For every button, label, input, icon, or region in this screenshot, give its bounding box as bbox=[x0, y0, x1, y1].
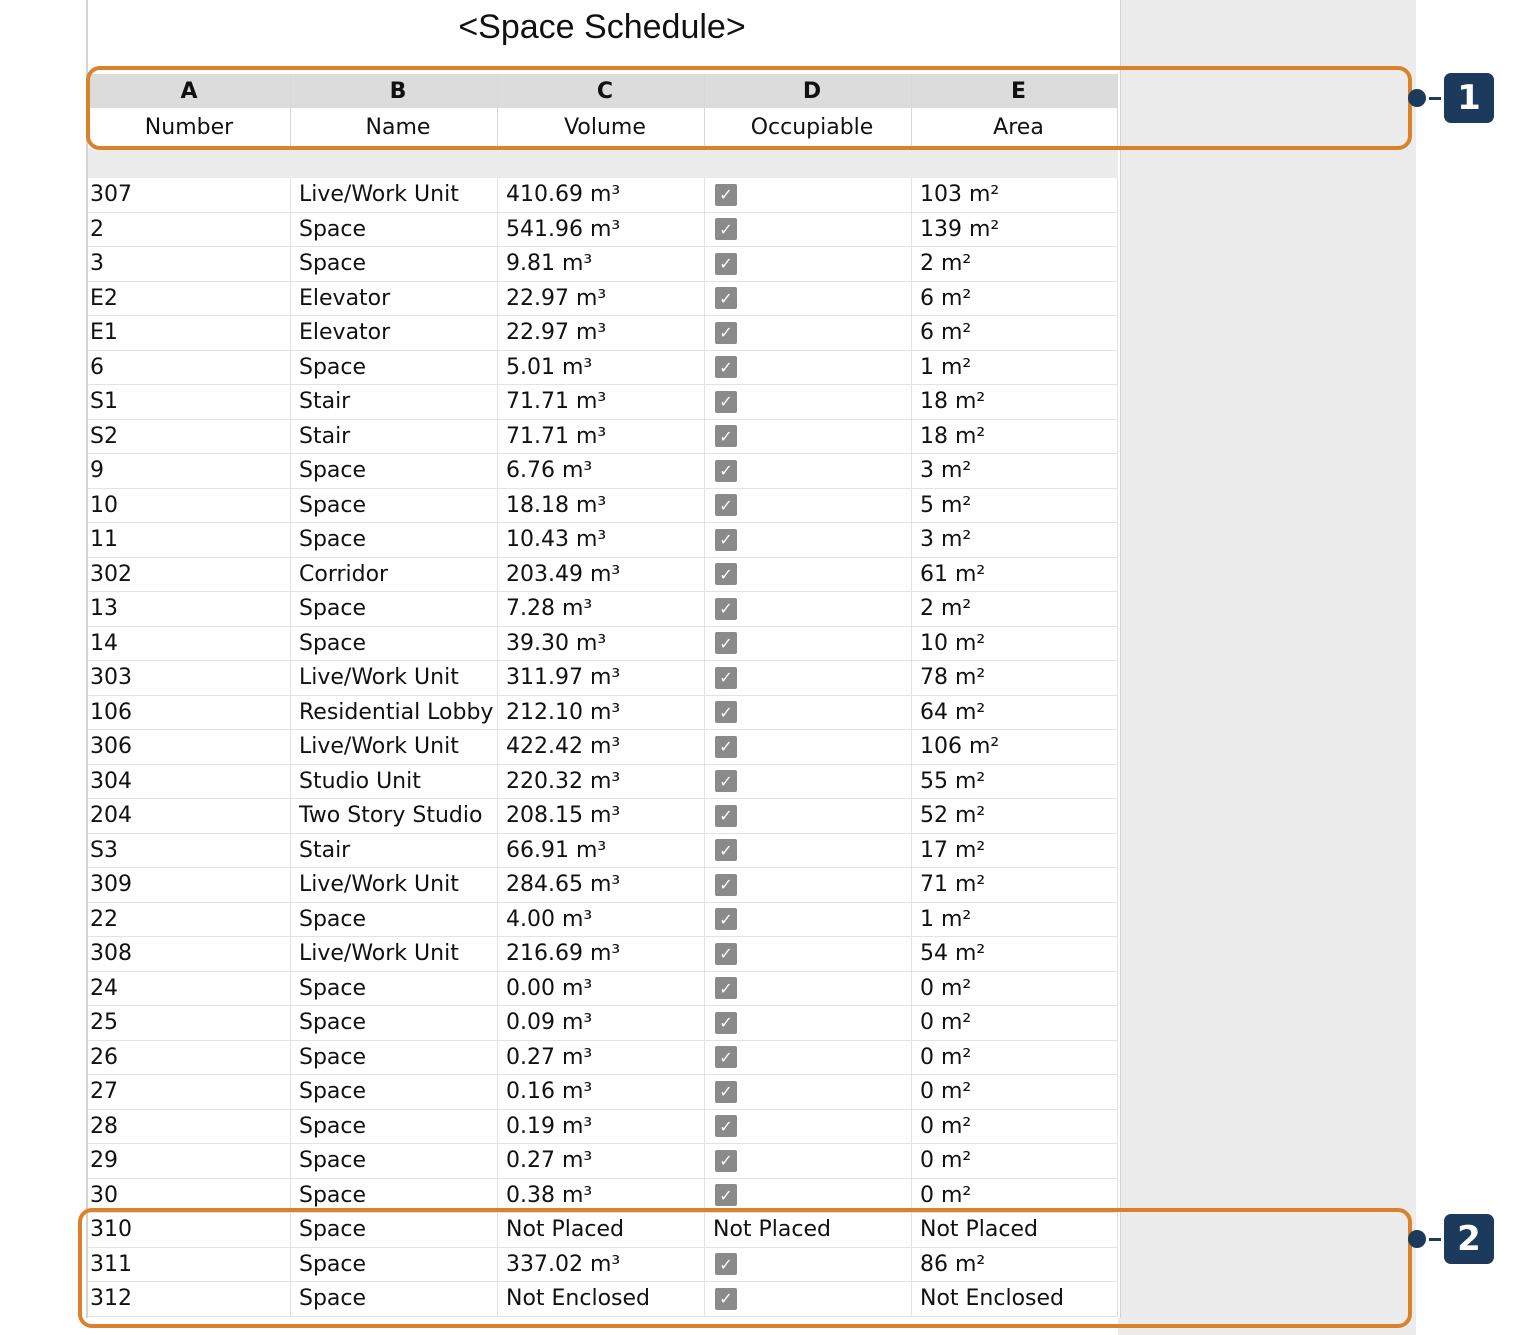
cell-number[interactable]: 27 bbox=[88, 1075, 291, 1109]
cell-number[interactable]: 309 bbox=[88, 868, 291, 902]
table-row[interactable] bbox=[88, 937, 1118, 972]
cell-occupiable[interactable] bbox=[705, 765, 912, 799]
cell-occupiable[interactable] bbox=[705, 696, 912, 730]
cell-volume[interactable]: 39.30 m³ bbox=[498, 627, 705, 661]
cell-area[interactable]: 106 m² bbox=[912, 730, 1118, 764]
checkbox-checked-icon[interactable]: ✓ bbox=[715, 874, 737, 896]
checkbox-checked-icon[interactable]: ✓ bbox=[715, 460, 737, 482]
cell-name[interactable]: Live/Work Unit bbox=[291, 730, 498, 764]
cell-volume[interactable]: 541.96 m³ bbox=[498, 213, 705, 247]
cell-area[interactable]: 0 m² bbox=[912, 1075, 1118, 1109]
cell-occupiable[interactable] bbox=[705, 834, 912, 868]
cell-number[interactable]: 3 bbox=[88, 247, 291, 281]
checkbox-checked-icon[interactable]: ✓ bbox=[715, 1253, 737, 1275]
cell-area[interactable]: 0 m² bbox=[912, 1144, 1118, 1178]
cell-occupiable[interactable] bbox=[705, 523, 912, 557]
cell-occupiable[interactable] bbox=[705, 213, 912, 247]
cell-number[interactable]: 25 bbox=[88, 1006, 291, 1040]
cell-occupiable[interactable] bbox=[705, 178, 912, 212]
cell-area[interactable]: 54 m² bbox=[912, 937, 1118, 971]
cell-number[interactable]: 308 bbox=[88, 937, 291, 971]
cell-volume[interactable]: 337.02 m³ bbox=[498, 1248, 705, 1282]
cell-name[interactable]: Space bbox=[291, 489, 498, 523]
callout-dot-icon bbox=[1408, 1230, 1426, 1248]
cell-volume[interactable]: 22.97 m³ bbox=[498, 316, 705, 350]
column-header-volume[interactable]: Volume bbox=[498, 108, 705, 146]
table-row[interactable] bbox=[88, 903, 1118, 938]
cell-name[interactable]: Space bbox=[291, 1075, 498, 1109]
checkbox-checked-icon[interactable]: ✓ bbox=[715, 770, 737, 792]
column-header-number[interactable]: Number bbox=[88, 108, 291, 146]
cell-volume[interactable]: 18.18 m³ bbox=[498, 489, 705, 523]
checkbox-checked-icon[interactable]: ✓ bbox=[715, 1184, 737, 1206]
table-row[interactable] bbox=[88, 730, 1118, 765]
table-row[interactable] bbox=[88, 1144, 1118, 1179]
cell-number[interactable]: 11 bbox=[88, 523, 291, 557]
cell-number[interactable]: 13 bbox=[88, 592, 291, 626]
cell-occupiable[interactable] bbox=[705, 627, 912, 661]
cell-volume[interactable]: 10.43 m³ bbox=[498, 523, 705, 557]
cell-area[interactable]: 0 m² bbox=[912, 1041, 1118, 1075]
cell-area[interactable]: 17 m² bbox=[912, 834, 1118, 868]
cell-volume[interactable]: 410.69 m³ bbox=[498, 178, 705, 212]
cell-occupiable[interactable] bbox=[705, 420, 912, 454]
checkbox-checked-icon[interactable]: ✓ bbox=[715, 632, 737, 654]
checkbox-checked-icon[interactable]: ✓ bbox=[715, 1046, 737, 1068]
cell-name[interactable]: Live/Work Unit bbox=[291, 868, 498, 902]
cell-volume[interactable]: 0.38 m³ bbox=[498, 1179, 705, 1213]
cell-number[interactable]: 14 bbox=[88, 627, 291, 661]
cell-volume[interactable]: 22.97 m³ bbox=[498, 282, 705, 316]
column-letter-a[interactable]: A bbox=[88, 74, 291, 108]
checkbox-checked-icon[interactable]: ✓ bbox=[715, 253, 737, 275]
cell-occupiable[interactable] bbox=[705, 972, 912, 1006]
cell-number[interactable]: 204 bbox=[88, 799, 291, 833]
table-row[interactable] bbox=[88, 558, 1118, 593]
table-row[interactable] bbox=[88, 592, 1118, 627]
cell-area[interactable]: 103 m² bbox=[912, 178, 1118, 212]
cell-area[interactable]: 3 m² bbox=[912, 454, 1118, 488]
cell-volume[interactable]: Not Enclosed bbox=[498, 1282, 705, 1316]
cell-number[interactable]: S3 bbox=[88, 834, 291, 868]
cell-volume[interactable]: 0.16 m³ bbox=[498, 1075, 705, 1109]
cell-volume[interactable]: 71.71 m³ bbox=[498, 420, 705, 454]
cell-number[interactable]: 24 bbox=[88, 972, 291, 1006]
table-row[interactable] bbox=[88, 627, 1118, 662]
cell-name[interactable]: Residential Lobby bbox=[291, 696, 498, 730]
cell-name[interactable]: Space bbox=[291, 972, 498, 1006]
cell-occupiable[interactable]: Not Placed bbox=[705, 1213, 912, 1247]
cell-occupiable[interactable] bbox=[705, 937, 912, 971]
table-row[interactable] bbox=[88, 1041, 1118, 1076]
cell-volume[interactable]: 311.97 m³ bbox=[498, 661, 705, 695]
cell-area[interactable]: 2 m² bbox=[912, 247, 1118, 281]
cell-number[interactable]: E1 bbox=[88, 316, 291, 350]
highlight-header bbox=[86, 66, 1412, 150]
cell-area[interactable]: 5 m² bbox=[912, 489, 1118, 523]
cell-number[interactable]: 306 bbox=[88, 730, 291, 764]
checkbox-checked-icon[interactable]: ✓ bbox=[715, 908, 737, 930]
cell-occupiable[interactable] bbox=[705, 903, 912, 937]
cell-volume[interactable]: 9.81 m³ bbox=[498, 247, 705, 281]
cell-occupiable[interactable] bbox=[705, 385, 912, 419]
cell-name[interactable]: Studio Unit bbox=[291, 765, 498, 799]
cell-area[interactable]: 18 m² bbox=[912, 420, 1118, 454]
cell-number[interactable]: 311 bbox=[88, 1248, 291, 1282]
cell-volume[interactable]: 212.10 m³ bbox=[498, 696, 705, 730]
checkbox-checked-icon[interactable]: ✓ bbox=[715, 1115, 737, 1137]
cell-name[interactable]: Space bbox=[291, 1110, 498, 1144]
cell-name[interactable]: Space bbox=[291, 351, 498, 385]
callout-leader bbox=[1429, 1238, 1441, 1241]
cell-number[interactable]: 26 bbox=[88, 1041, 291, 1075]
cell-area[interactable]: 61 m² bbox=[912, 558, 1118, 592]
cell-occupiable[interactable] bbox=[705, 1144, 912, 1178]
checkbox-checked-icon[interactable]: ✓ bbox=[715, 667, 737, 689]
table-row[interactable] bbox=[88, 178, 1118, 213]
cell-name[interactable]: Live/Work Unit bbox=[291, 937, 498, 971]
table-row[interactable] bbox=[88, 1006, 1118, 1041]
column-header-area[interactable]: Area bbox=[912, 108, 1118, 146]
cell-occupiable[interactable] bbox=[705, 1179, 912, 1213]
callout-1 bbox=[1408, 73, 1494, 123]
cell-occupiable[interactable] bbox=[705, 868, 912, 902]
cell-number[interactable]: 312 bbox=[88, 1282, 291, 1316]
cell-occupiable[interactable] bbox=[705, 1006, 912, 1040]
column-letter-e[interactable]: E bbox=[912, 74, 1118, 108]
table-row[interactable] bbox=[88, 523, 1118, 558]
table-row[interactable] bbox=[88, 696, 1118, 731]
cell-volume[interactable]: 6.76 m³ bbox=[498, 454, 705, 488]
cell-number[interactable]: S2 bbox=[88, 420, 291, 454]
cell-occupiable[interactable] bbox=[705, 1075, 912, 1109]
table-row[interactable] bbox=[88, 765, 1118, 800]
checkbox-checked-icon[interactable]: ✓ bbox=[715, 1288, 737, 1310]
cell-number[interactable]: 106 bbox=[88, 696, 291, 730]
table-row[interactable] bbox=[88, 385, 1118, 420]
cell-area[interactable]: 55 m² bbox=[912, 765, 1118, 799]
cell-area[interactable]: 1 m² bbox=[912, 351, 1118, 385]
checkbox-checked-icon[interactable]: ✓ bbox=[715, 391, 737, 413]
column-letter-d[interactable]: D bbox=[705, 74, 912, 108]
column-header-name[interactable]: Name bbox=[291, 108, 498, 146]
table-row[interactable] bbox=[88, 213, 1118, 248]
checkbox-checked-icon[interactable]: ✓ bbox=[715, 701, 737, 723]
checkbox-checked-icon[interactable]: ✓ bbox=[715, 563, 737, 585]
cell-area[interactable]: 10 m² bbox=[912, 627, 1118, 661]
table-row[interactable] bbox=[88, 1110, 1118, 1145]
cell-occupiable[interactable] bbox=[705, 592, 912, 626]
checkbox-checked-icon[interactable]: ✓ bbox=[715, 977, 737, 999]
cell-name[interactable]: Live/Work Unit bbox=[291, 178, 498, 212]
cell-name[interactable]: Stair bbox=[291, 834, 498, 868]
table-row[interactable] bbox=[88, 661, 1118, 696]
cell-occupiable[interactable] bbox=[705, 282, 912, 316]
cell-name[interactable]: Space bbox=[291, 247, 498, 281]
cell-name[interactable]: Space bbox=[291, 627, 498, 661]
cell-number[interactable]: 310 bbox=[88, 1213, 291, 1247]
table-row[interactable] bbox=[88, 1075, 1118, 1110]
cell-occupiable[interactable] bbox=[705, 558, 912, 592]
checkbox-checked-icon[interactable]: ✓ bbox=[715, 218, 737, 240]
cell-number[interactable]: 30 bbox=[88, 1179, 291, 1213]
schedule-title: <Space Schedule> bbox=[458, 8, 746, 46]
checkbox-checked-icon[interactable]: ✓ bbox=[715, 736, 737, 758]
cell-number[interactable]: S1 bbox=[88, 385, 291, 419]
column-header-occupiable[interactable]: Occupiable bbox=[705, 108, 912, 146]
highlight-bottom-rows bbox=[78, 1208, 1412, 1328]
table-row[interactable] bbox=[88, 282, 1118, 317]
cell-volume[interactable]: 203.49 m³ bbox=[498, 558, 705, 592]
cell-occupiable[interactable] bbox=[705, 351, 912, 385]
cell-name[interactable]: Space bbox=[291, 454, 498, 488]
cell-number[interactable]: 6 bbox=[88, 351, 291, 385]
cell-occupiable[interactable] bbox=[705, 316, 912, 350]
cell-area[interactable]: 18 m² bbox=[912, 385, 1118, 419]
table-row[interactable] bbox=[88, 868, 1118, 903]
cell-number[interactable]: 9 bbox=[88, 454, 291, 488]
cell-area[interactable]: 3 m² bbox=[912, 523, 1118, 557]
cell-occupiable[interactable] bbox=[705, 661, 912, 695]
cell-area[interactable]: Not Placed bbox=[912, 1213, 1118, 1247]
cell-number[interactable]: 2 bbox=[88, 213, 291, 247]
checkbox-checked-icon[interactable]: ✓ bbox=[715, 425, 737, 447]
cell-area[interactable]: 64 m² bbox=[912, 696, 1118, 730]
table-row[interactable] bbox=[88, 247, 1118, 282]
cell-area[interactable]: 0 m² bbox=[912, 972, 1118, 1006]
table-row[interactable] bbox=[88, 454, 1118, 489]
cell-name[interactable]: Two Story Studio bbox=[291, 799, 498, 833]
cell-occupiable[interactable] bbox=[705, 799, 912, 833]
cell-name[interactable]: Space bbox=[291, 1282, 498, 1316]
cell-volume[interactable]: Not Placed bbox=[498, 1213, 705, 1247]
cell-area[interactable]: 0 m² bbox=[912, 1179, 1118, 1213]
cell-number[interactable]: 303 bbox=[88, 661, 291, 695]
side-panel bbox=[1118, 0, 1416, 1335]
callout-badge-2: 2 bbox=[1444, 1214, 1494, 1264]
cell-volume[interactable]: 7.28 m³ bbox=[498, 592, 705, 626]
cell-name[interactable]: Space bbox=[291, 1179, 498, 1213]
table-row[interactable] bbox=[88, 799, 1118, 834]
checkbox-checked-icon[interactable]: ✓ bbox=[715, 494, 737, 516]
cell-number[interactable]: 302 bbox=[88, 558, 291, 592]
cell-name[interactable]: Elevator bbox=[291, 316, 498, 350]
cell-name[interactable]: Elevator bbox=[291, 282, 498, 316]
callout-leader bbox=[1429, 97, 1441, 100]
cell-name[interactable]: Space bbox=[291, 903, 498, 937]
checkbox-checked-icon[interactable]: ✓ bbox=[715, 322, 737, 344]
cell-name[interactable]: Live/Work Unit bbox=[291, 661, 498, 695]
checkbox-checked-icon[interactable]: ✓ bbox=[715, 529, 737, 551]
checkbox-checked-icon[interactable]: ✓ bbox=[715, 1012, 737, 1034]
cell-occupiable[interactable] bbox=[705, 1110, 912, 1144]
cell-occupiable[interactable] bbox=[705, 454, 912, 488]
cell-name[interactable]: Space bbox=[291, 213, 498, 247]
cell-name[interactable]: Space bbox=[291, 1144, 498, 1178]
cell-name[interactable]: Stair bbox=[291, 385, 498, 419]
checkbox-checked-icon[interactable]: ✓ bbox=[715, 598, 737, 620]
cell-volume[interactable]: 66.91 m³ bbox=[498, 834, 705, 868]
cell-occupiable[interactable] bbox=[705, 247, 912, 281]
cell-volume[interactable]: 220.32 m³ bbox=[498, 765, 705, 799]
checkbox-checked-icon[interactable]: ✓ bbox=[715, 943, 737, 965]
table-row[interactable] bbox=[88, 316, 1118, 351]
header-separator bbox=[88, 148, 1118, 178]
cell-name[interactable]: Space bbox=[291, 1213, 498, 1247]
cell-area[interactable]: 71 m² bbox=[912, 868, 1118, 902]
cell-volume[interactable]: 216.69 m³ bbox=[498, 937, 705, 971]
cell-number[interactable]: 28 bbox=[88, 1110, 291, 1144]
cell-volume[interactable]: 0.27 m³ bbox=[498, 1144, 705, 1178]
cell-volume[interactable]: 4.00 m³ bbox=[498, 903, 705, 937]
checkbox-checked-icon[interactable]: ✓ bbox=[715, 1081, 737, 1103]
cell-area[interactable]: Not Enclosed bbox=[912, 1282, 1118, 1316]
cell-volume[interactable]: 0.09 m³ bbox=[498, 1006, 705, 1040]
column-letter-b[interactable]: B bbox=[291, 74, 498, 108]
cell-area[interactable]: 0 m² bbox=[912, 1110, 1118, 1144]
checkbox-checked-icon[interactable]: ✓ bbox=[715, 184, 737, 206]
cell-number[interactable]: E2 bbox=[88, 282, 291, 316]
cell-area[interactable]: 1 m² bbox=[912, 903, 1118, 937]
checkbox-checked-icon[interactable]: ✓ bbox=[715, 839, 737, 861]
cell-area[interactable]: 86 m² bbox=[912, 1248, 1118, 1282]
table-row[interactable] bbox=[88, 972, 1118, 1007]
cell-volume[interactable]: 422.42 m³ bbox=[498, 730, 705, 764]
cell-area[interactable]: 52 m² bbox=[912, 799, 1118, 833]
cell-name[interactable]: Corridor bbox=[291, 558, 498, 592]
cell-area[interactable]: 6 m² bbox=[912, 282, 1118, 316]
table-row[interactable] bbox=[88, 834, 1118, 869]
callout-badge-1: 1 bbox=[1444, 73, 1494, 123]
cell-area[interactable]: 0 m² bbox=[912, 1006, 1118, 1040]
cell-number[interactable]: 29 bbox=[88, 1144, 291, 1178]
cell-volume[interactable]: 284.65 m³ bbox=[498, 868, 705, 902]
cell-area[interactable]: 6 m² bbox=[912, 316, 1118, 350]
cell-area[interactable]: 139 m² bbox=[912, 213, 1118, 247]
table-row[interactable] bbox=[88, 351, 1118, 386]
cell-area[interactable]: 2 m² bbox=[912, 592, 1118, 626]
cell-number[interactable]: 307 bbox=[88, 178, 291, 212]
schedule-body bbox=[88, 178, 1118, 1317]
cell-volume[interactable]: 0.00 m³ bbox=[498, 972, 705, 1006]
cell-number[interactable]: 10 bbox=[88, 489, 291, 523]
column-letter-c[interactable]: C bbox=[498, 74, 705, 108]
cell-occupiable[interactable] bbox=[705, 489, 912, 523]
cell-volume[interactable]: 0.19 m³ bbox=[498, 1110, 705, 1144]
cell-area[interactable]: 78 m² bbox=[912, 661, 1118, 695]
cell-occupiable[interactable] bbox=[705, 730, 912, 764]
cell-name[interactable]: Space bbox=[291, 1006, 498, 1040]
checkbox-checked-icon[interactable]: ✓ bbox=[715, 356, 737, 378]
cell-name[interactable]: Space bbox=[291, 1248, 498, 1282]
cell-occupiable[interactable] bbox=[705, 1041, 912, 1075]
cell-volume[interactable]: 71.71 m³ bbox=[498, 385, 705, 419]
checkbox-checked-icon[interactable]: ✓ bbox=[715, 287, 737, 309]
cell-volume[interactable]: 0.27 m³ bbox=[498, 1041, 705, 1075]
table-row[interactable] bbox=[88, 489, 1118, 524]
cell-name[interactable]: Space bbox=[291, 592, 498, 626]
cell-volume[interactable]: 208.15 m³ bbox=[498, 799, 705, 833]
cell-name[interactable]: Stair bbox=[291, 420, 498, 454]
cell-number[interactable]: 304 bbox=[88, 765, 291, 799]
callout-dot-icon bbox=[1408, 89, 1426, 107]
cell-number[interactable]: 22 bbox=[88, 903, 291, 937]
cell-name[interactable]: Space bbox=[291, 1041, 498, 1075]
checkbox-checked-icon[interactable]: ✓ bbox=[715, 805, 737, 827]
cell-name[interactable]: Space bbox=[291, 523, 498, 557]
cell-volume[interactable]: 5.01 m³ bbox=[498, 351, 705, 385]
checkbox-checked-icon[interactable]: ✓ bbox=[715, 1150, 737, 1172]
callout-2 bbox=[1408, 1214, 1494, 1264]
table-row[interactable] bbox=[88, 420, 1118, 455]
